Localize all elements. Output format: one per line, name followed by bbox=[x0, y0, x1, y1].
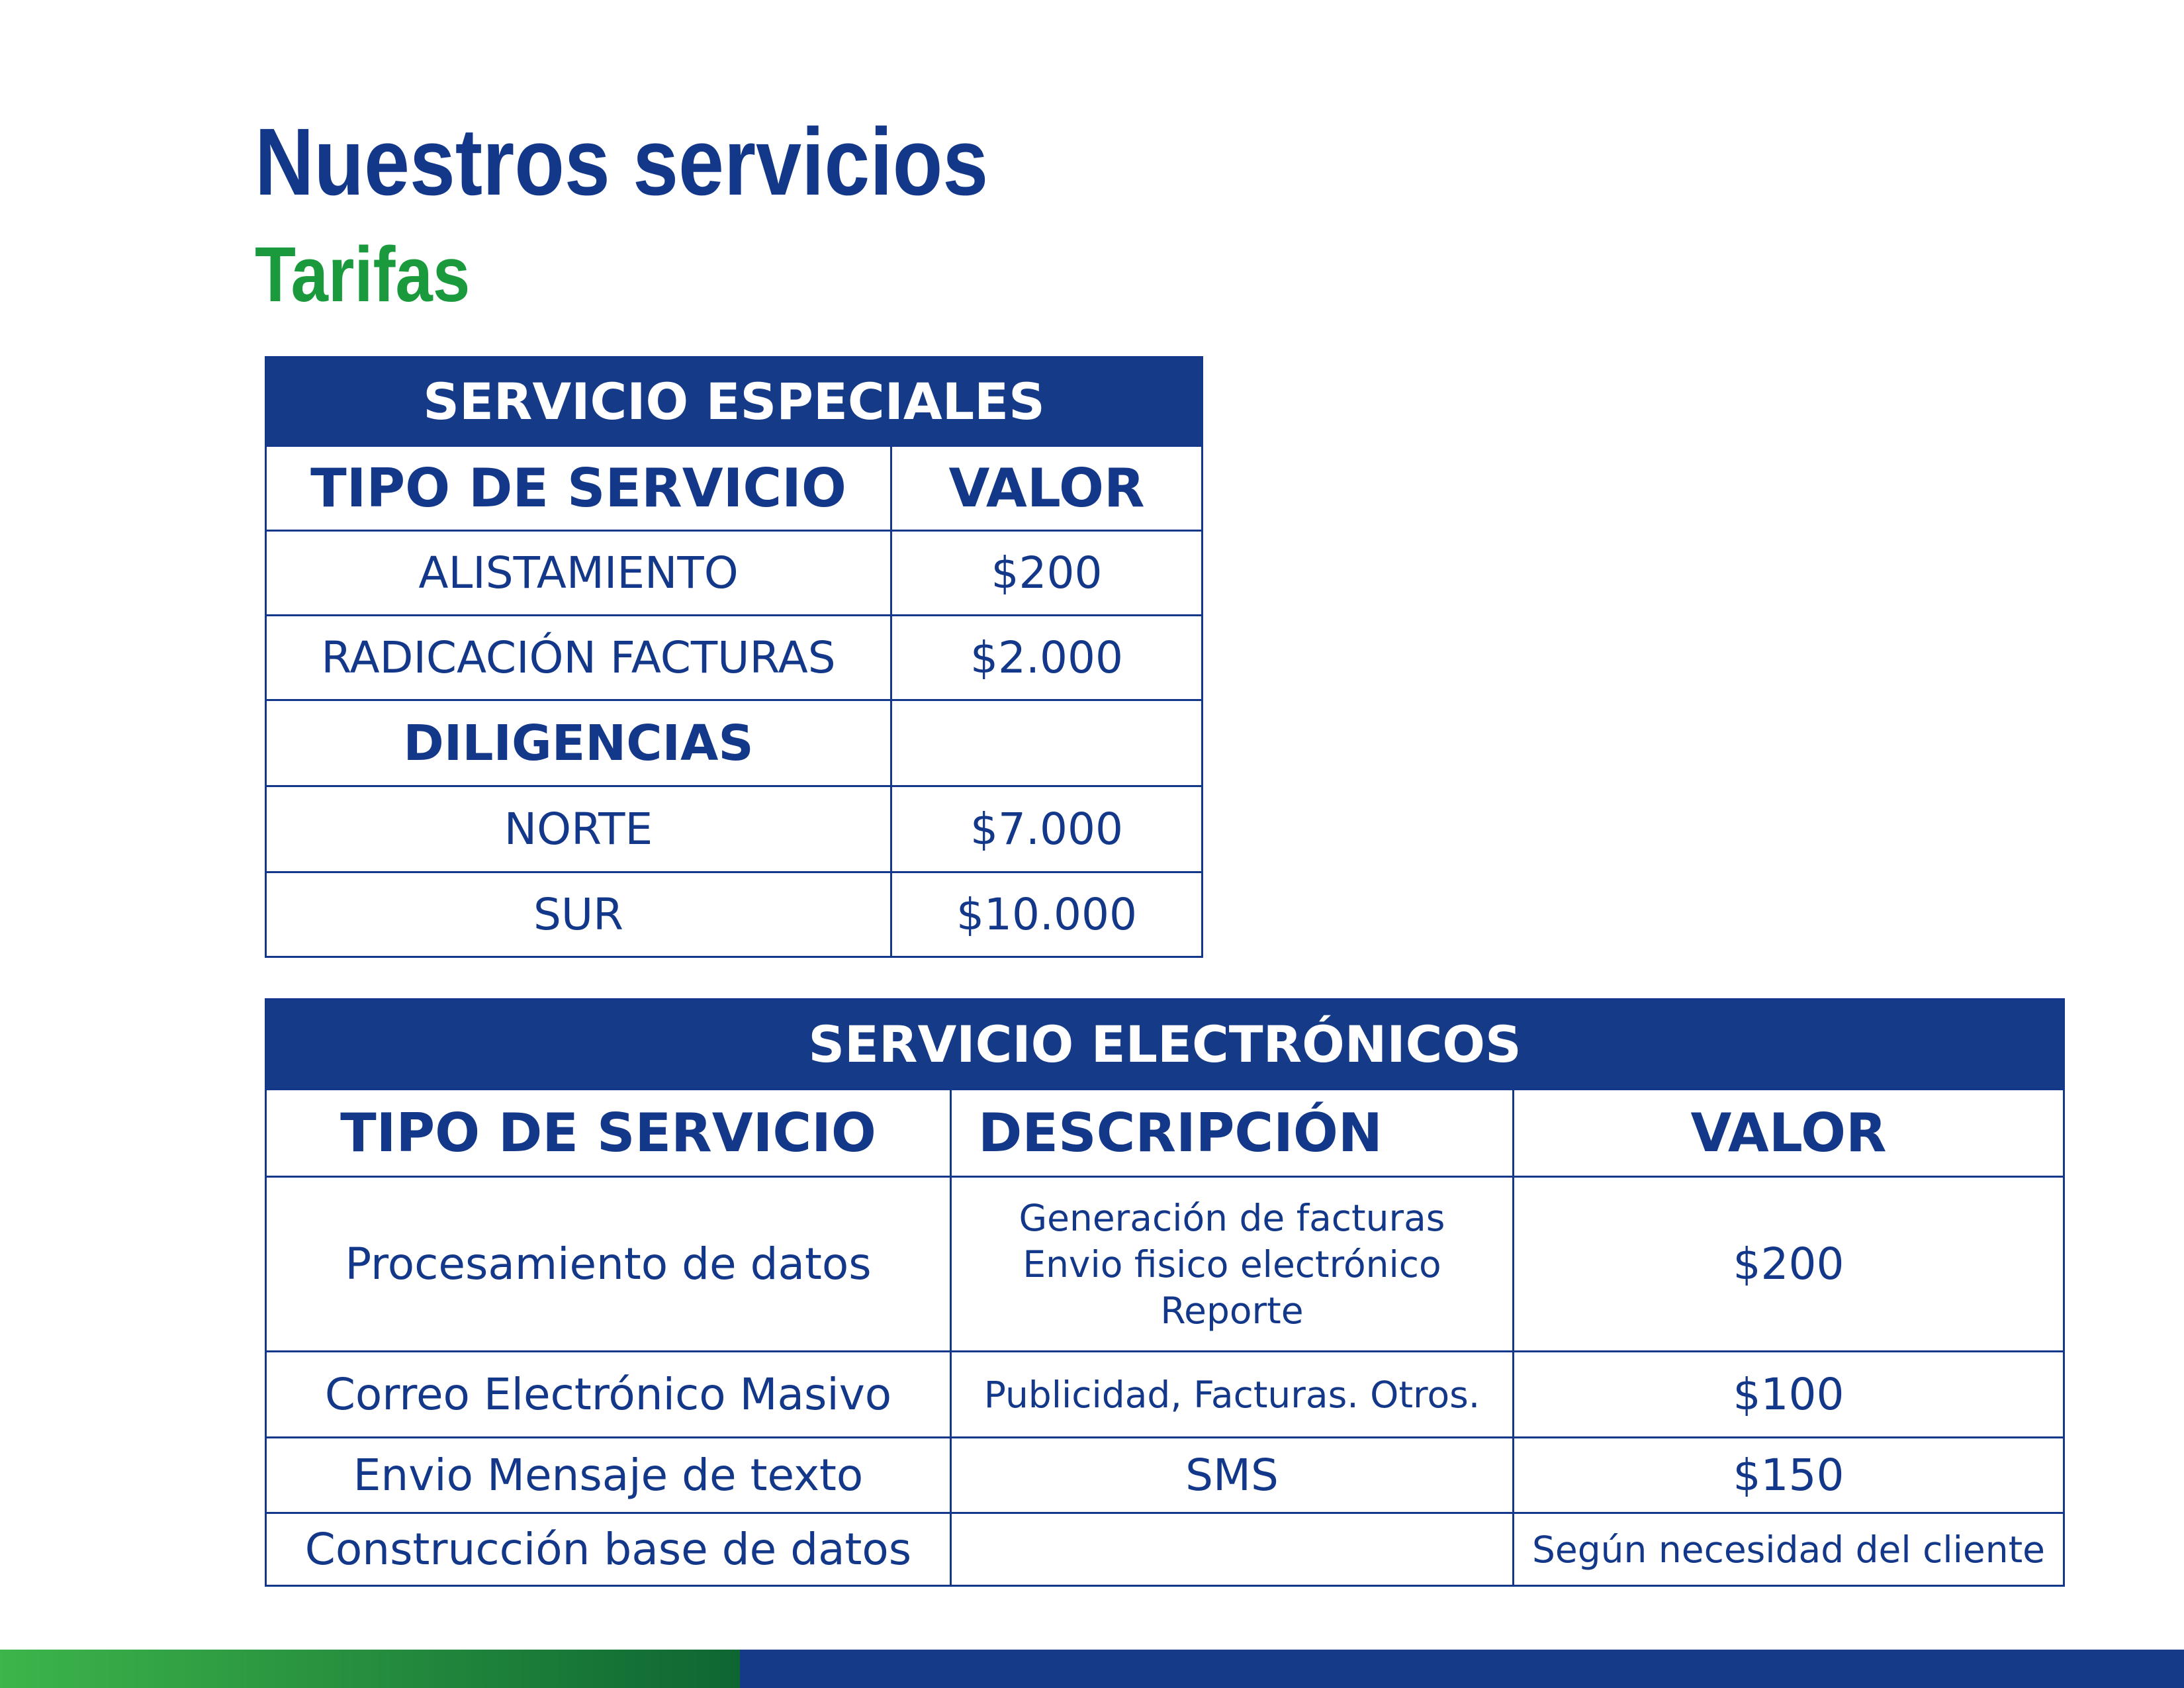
table-row bbox=[266, 616, 1203, 700]
service-value: $200 bbox=[1514, 1177, 2064, 1352]
table-row bbox=[266, 872, 1203, 957]
service-name: Correo Electrónico Masivo bbox=[266, 1352, 951, 1438]
page-title: Nuestros servicios bbox=[255, 109, 989, 215]
service-value: $150 bbox=[1514, 1438, 2064, 1513]
service-name: ALISTAMIENTO bbox=[266, 531, 891, 616]
description-line: Generación de facturas bbox=[1019, 1196, 1445, 1239]
table-row bbox=[266, 1352, 2064, 1438]
service-value: $100 bbox=[1514, 1352, 2064, 1438]
column-header-service-type: TIPO DE SERVICIO bbox=[266, 1090, 951, 1177]
service-description: Publicidad, Facturas. Otros. bbox=[951, 1352, 1514, 1438]
table-row bbox=[266, 531, 1203, 616]
service-name: SUR bbox=[266, 872, 891, 957]
service-value: Según necesidad del cliente bbox=[1514, 1513, 2064, 1586]
service-value: $7.000 bbox=[891, 786, 1203, 872]
electronic-services-table bbox=[265, 998, 2065, 1587]
service-description: SMS bbox=[951, 1438, 1514, 1513]
description-line: Envio fisico electrónico bbox=[1023, 1243, 1441, 1286]
column-header-value: VALOR bbox=[891, 446, 1203, 531]
electronic-services-banner: SERVICIO ELECTRÓNICOS bbox=[266, 1000, 2064, 1090]
service-name: NORTE bbox=[266, 786, 891, 872]
column-header-value: VALOR bbox=[1514, 1090, 2064, 1177]
service-value: $2.000 bbox=[891, 616, 1203, 700]
page-subtitle: Tarifas bbox=[255, 231, 471, 318]
service-name: Procesamiento de datos bbox=[266, 1177, 951, 1352]
service-name: Envio Mensaje de texto bbox=[266, 1438, 951, 1513]
service-value: $200 bbox=[891, 531, 1203, 616]
service-description bbox=[951, 1177, 1514, 1352]
column-header-description: DESCRIPCIÓN bbox=[951, 1090, 1514, 1177]
footer-bar-blue bbox=[740, 1650, 2184, 1688]
description-line: Reporte bbox=[1160, 1289, 1304, 1332]
table-row bbox=[266, 1513, 2064, 1586]
service-name: RADICACIÓN FACTURAS bbox=[266, 616, 891, 700]
table-row bbox=[266, 700, 1203, 786]
service-name: Construcción base de datos bbox=[266, 1513, 951, 1586]
column-header-service-type: TIPO DE SERVICIO bbox=[266, 446, 891, 531]
table-row bbox=[266, 1177, 2064, 1352]
table-row bbox=[266, 786, 1203, 872]
section-label-diligencias: DILIGENCIAS bbox=[266, 700, 891, 786]
special-services-table bbox=[265, 356, 1203, 958]
table-row bbox=[266, 1438, 2064, 1513]
service-description bbox=[951, 1513, 1514, 1586]
footer-bar-green bbox=[0, 1650, 740, 1688]
service-value: $10.000 bbox=[891, 872, 1203, 957]
service-value bbox=[891, 700, 1203, 786]
special-services-banner: SERVICIO ESPECIALES bbox=[266, 357, 1203, 446]
